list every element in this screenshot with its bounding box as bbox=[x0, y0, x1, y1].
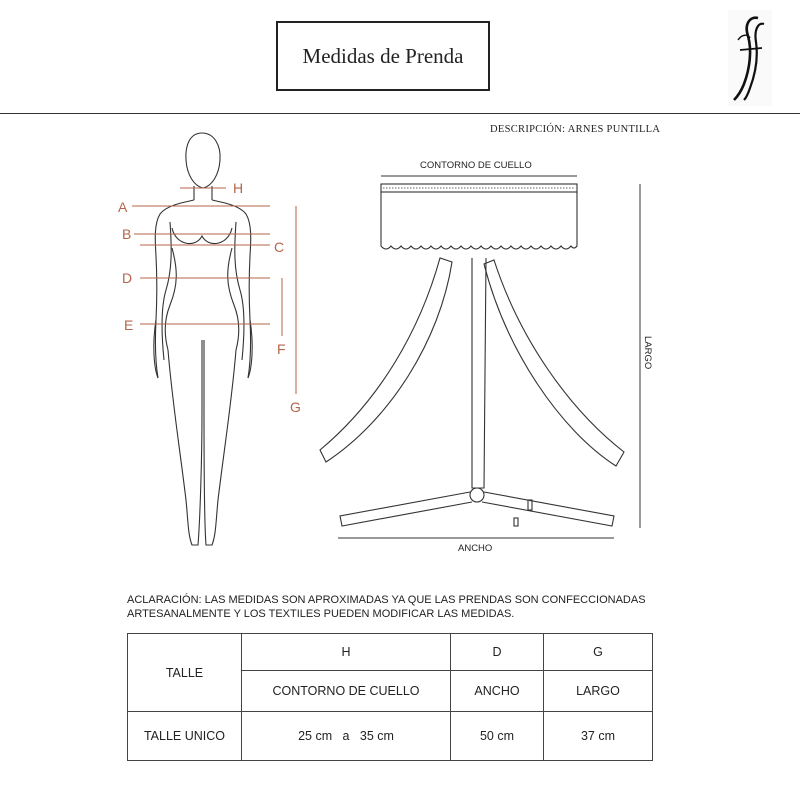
size-cell: TALLE UNICO bbox=[128, 712, 242, 761]
label-length: LARGO bbox=[642, 336, 653, 370]
garment-dimension-lines bbox=[338, 176, 640, 538]
col-letter-h: H bbox=[242, 634, 451, 671]
col-name-width: ANCHO bbox=[451, 671, 544, 712]
col-name-neck: CONTORNO DE CUELLO bbox=[242, 671, 451, 712]
harness-garment bbox=[320, 184, 624, 526]
page-title-text: Medidas de Prenda bbox=[302, 43, 464, 68]
label-b: B bbox=[122, 226, 132, 242]
size-header-cell: TALLE bbox=[128, 634, 242, 712]
label-d: D bbox=[122, 270, 133, 286]
value-width: 50 cm bbox=[451, 712, 544, 761]
label-width: ANCHO bbox=[458, 543, 493, 554]
label-f: F bbox=[277, 341, 286, 357]
label-h: H bbox=[233, 180, 244, 196]
label-g: G bbox=[290, 399, 301, 415]
col-name-length: LARGO bbox=[544, 671, 653, 712]
size-table bbox=[127, 633, 653, 761]
label-a: A bbox=[118, 199, 128, 215]
label-neck-contour: CONTORNO DE CUELLO bbox=[420, 160, 532, 171]
disclaimer-note: ACLARACIÓN: LAS MEDIDAS SON APROXIMADAS YA QUE LAS PRENDAS SON CONFECCIONADAS ARTESANALMENTE Y LOS TEXTILES PUEDEN MODIFICAR LAS MEDIDAS. bbox=[127, 594, 646, 620]
value-length: 37 cm bbox=[544, 712, 653, 761]
label-e: E bbox=[124, 317, 134, 333]
value-neck: 25 cm a 35 cm bbox=[242, 712, 451, 761]
table-row bbox=[128, 634, 653, 671]
table-row bbox=[128, 712, 653, 761]
label-c: C bbox=[274, 239, 285, 255]
garment-description: DESCRIPCIÓN: ARNES PUNTILLA bbox=[490, 124, 661, 135]
col-letter-g: G bbox=[544, 634, 653, 671]
col-letter-d: D bbox=[451, 634, 544, 671]
